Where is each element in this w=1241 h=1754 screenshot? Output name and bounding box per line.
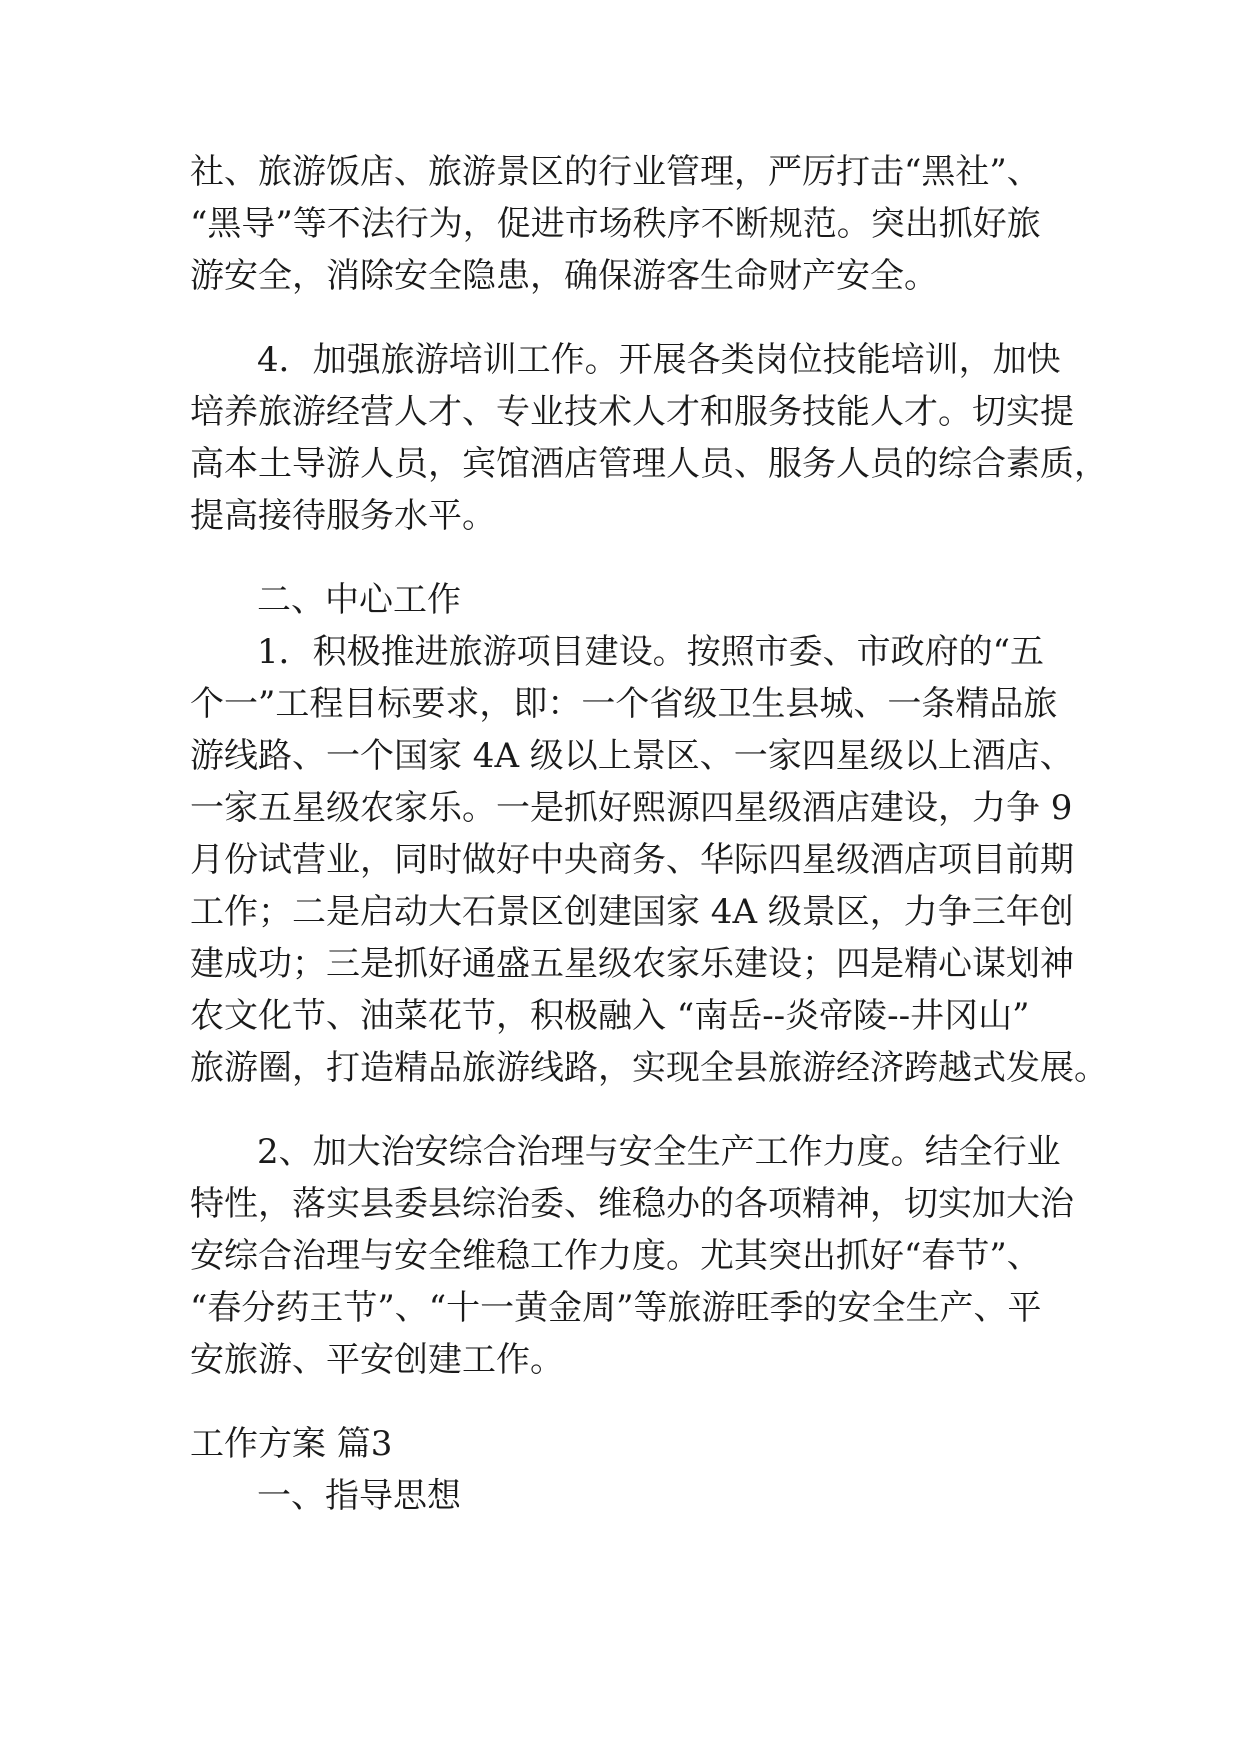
text-line: 特性，落实县委县综治委、维稳办的各项精神，切实加大治 (190, 1184, 1074, 1224)
document-title: 工作方案 篇3 (190, 1424, 393, 1464)
text-line: 4．加强旅游培训工作。开展各类岗位技能培训，加快 (257, 340, 1061, 380)
text-line: 一家五星级农家乐。一是抓好熙源四星级酒店建设，力争 9 (190, 788, 1073, 828)
text-line: 游安全，消除安全隐患，确保游客生命财产安全。 (190, 256, 938, 296)
section-heading: 一、指导思想 (257, 1476, 461, 1516)
text-line: 1．积极推进旅游项目建设。按照市委、市政府的“五 (257, 632, 1045, 672)
text-line: 个一”工程目标要求，即：一个省级卫生县城、一条精品旅 (190, 684, 1058, 724)
text-line: 旅游圈，打造精品旅游线路，实现全县旅游经济跨越式发展。 (190, 1048, 1108, 1088)
text-line: 2、加大治安综合治理与安全生产工作力度。结全行业 (257, 1132, 1061, 1172)
text-line: “春分药王节”、“十一黄金周”等旅游旺季的安全生产、平 (190, 1288, 1042, 1328)
text-line: 安旅游、平安创建工作。 (190, 1340, 564, 1380)
text-line: 农文化节、油菜花节，积极融入 “南岳--炎帝陵--井冈山” (190, 996, 1030, 1036)
text-line: 社、旅游饭店、旅游景区的行业管理，严厉打击“黑社”、 (190, 152, 1041, 192)
text-line: 建成功；三是抓好通盛五星级农家乐建设；四是精心谋划神 (190, 944, 1074, 984)
text-line: 游线路、一个国家 4A 级以上景区、一家四星级以上酒店、 (190, 736, 1074, 776)
text-line: 培养旅游经营人才、专业技术人才和服务技能人才。切实提 (190, 392, 1074, 432)
section-heading: 二、中心工作 (257, 580, 461, 620)
text-line: 提高接待服务水平。 (190, 496, 496, 536)
text-line: 安综合治理与安全维稳工作力度。尤其突出抓好“春节”、 (190, 1236, 1041, 1276)
text-line: 月份试营业，同时做好中央商务、华际四星级酒店项目前期 (190, 840, 1074, 880)
text-line: 工作；二是启动大石景区创建国家 4A 级景区，力争三年创 (190, 892, 1074, 932)
text-line: 高本土导游人员，宾馆酒店管理人员、服务人员的综合素质， (190, 444, 1108, 484)
text-line: “黑导”等不法行为，促进市场秩序不断规范。突出抓好旅 (190, 204, 1041, 244)
